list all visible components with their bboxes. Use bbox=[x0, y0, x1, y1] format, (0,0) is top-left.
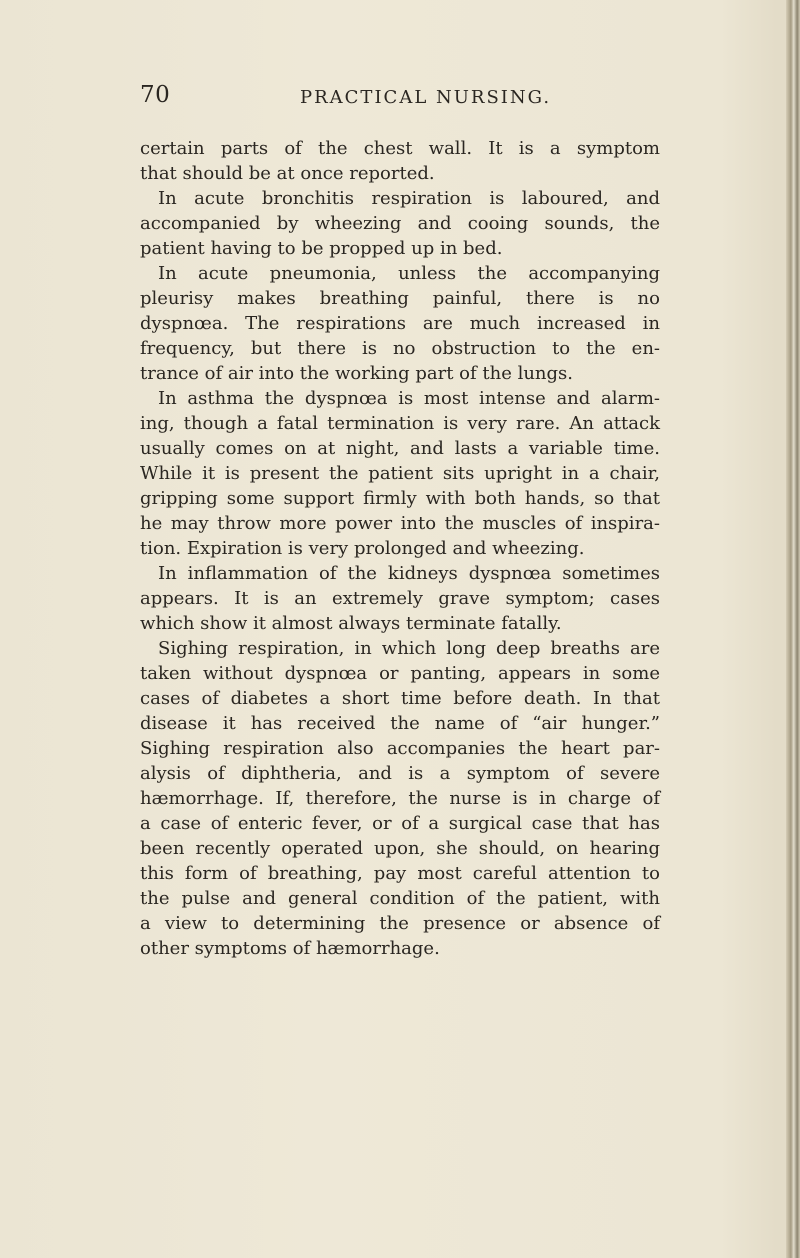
running-head bbox=[140, 82, 660, 112]
text-line: Sighing respiration, in which long deep breaths are bbox=[158, 638, 660, 659]
text-line: a case of enteric fever, or of a surgical case that has bbox=[140, 813, 660, 834]
text-line: a view to determining the presence or absence of bbox=[140, 913, 660, 934]
text-line: that should be at once reported. bbox=[140, 163, 435, 184]
text-line: accompanied by wheezing and cooing sounds, the bbox=[140, 213, 660, 234]
text-line: he may throw more power into the muscles of inspira- bbox=[140, 513, 660, 534]
text-line: other symptoms of hæmorrhage. bbox=[140, 938, 440, 959]
text-line: In asthma the dyspnœa is most intense and alarm- bbox=[158, 388, 660, 409]
running-head-title: PRACTICAL NURSING. bbox=[300, 87, 552, 108]
text-line: ing, though a fatal termination is very rare. An attack bbox=[140, 413, 660, 434]
text-line: cases of diabetes a short time before death. In that bbox=[140, 688, 660, 709]
text-line: disease it has received the name of “air hunger.” bbox=[140, 713, 660, 734]
text-line: tion. Expiration is very prolonged and wheezing. bbox=[140, 538, 585, 559]
text-line: alysis of diphtheria, and is a symptom of severe bbox=[140, 763, 660, 784]
text-line: pleurisy makes breathing painful, there is no bbox=[140, 288, 660, 309]
text-line: certain parts of the chest wall. It is a symptom bbox=[140, 138, 660, 159]
text-line: In inflammation of the kidneys dyspnœa sometimes bbox=[158, 563, 660, 584]
text-line: patient having to be propped up in bed. bbox=[140, 238, 503, 259]
text-line: dyspnœa. The respirations are much increased in bbox=[140, 313, 660, 334]
text-line: hæmorrhage. If, therefore, the nurse is in charge of bbox=[140, 788, 660, 809]
text-line: In acute bronchitis respiration is laboured, and bbox=[158, 188, 660, 209]
text-line: usually comes on at night, and lasts a variable time. bbox=[140, 438, 660, 459]
page-binding-edge bbox=[786, 0, 800, 1258]
page-number: 70 bbox=[140, 82, 171, 108]
text-line: Sighing respiration also accompanies the heart par- bbox=[140, 738, 660, 759]
text-line: which show it almost always terminate fatally. bbox=[140, 613, 562, 634]
text-line: been recently operated upon, she should, on hearing bbox=[140, 838, 660, 859]
text-line: frequency, but there is no obstruction to the en- bbox=[140, 338, 660, 359]
body-text bbox=[140, 136, 660, 961]
text-line: In acute pneumonia, unless the accompanying bbox=[158, 263, 660, 284]
text-line: While it is present the patient sits upright in a chair, bbox=[140, 463, 660, 484]
text-line: the pulse and general condition of the patient, with bbox=[140, 888, 660, 909]
text-line: taken without dyspnœa or panting, appears in some bbox=[140, 663, 660, 684]
text-line: this form of breathing, pay most careful attention to bbox=[140, 863, 660, 884]
text-line: gripping some support firmly with both hands, so that bbox=[140, 488, 660, 509]
text-line: appears. It is an extremely grave symptom; cases bbox=[140, 588, 660, 609]
text-line: trance of air into the working part of the lungs. bbox=[140, 363, 574, 384]
